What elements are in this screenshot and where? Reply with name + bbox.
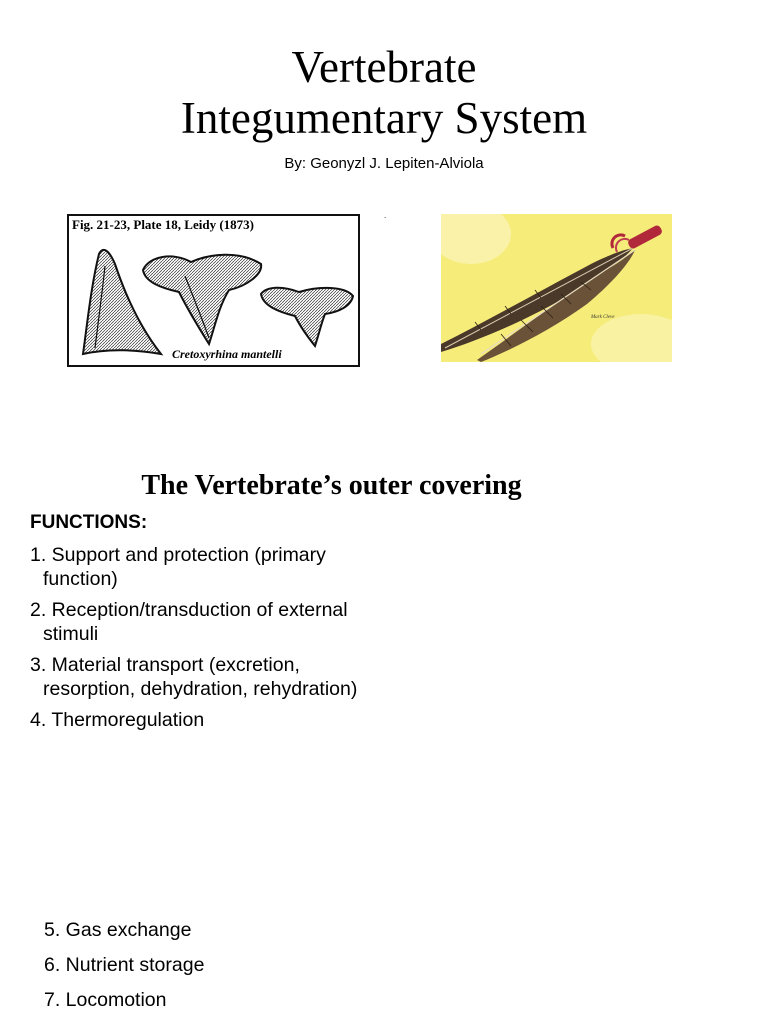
feather-figure — [441, 214, 672, 362]
shark-teeth-illustration — [69, 216, 358, 365]
list-item: 1. Support and protection (primary function) — [30, 544, 326, 590]
more-functions-list — [44, 918, 204, 1023]
page-title-line-2: Integumentary System — [180, 93, 588, 143]
feather-illustration — [441, 214, 672, 362]
stray-mark: . — [384, 211, 387, 220]
shark-tooth-3 — [261, 288, 353, 346]
list-item: 4. Thermoregulation — [30, 709, 205, 731]
list-item: 3. Material transport (excretion, resorption, dehydration, rehydration) — [30, 654, 358, 700]
page-title-line-1: Vertebrate — [291, 42, 477, 92]
list-item: 6. Nutrient storage — [44, 954, 205, 976]
list-item: 5. Gas exchange — [44, 919, 192, 941]
list-item: 7. Locomotion — [44, 989, 167, 1011]
artist-signature: Mark Cleve — [591, 315, 615, 320]
species-label: Cretoxyrhina mantelli — [172, 347, 282, 361]
functions-label: FUNCTIONS: — [30, 512, 148, 533]
shark-tooth-2 — [143, 255, 261, 344]
shark-teeth-figure — [67, 214, 360, 367]
list-item: 2. Reception/transduction of external stimuli — [30, 599, 348, 645]
author-byline: By: Geonyzl J. Lepiten-Alviola — [284, 155, 484, 172]
functions-list — [30, 543, 470, 739]
section-heading: The Vertebrate’s outer covering — [141, 470, 522, 501]
figure-caption: Fig. 21-23, Plate 18, Leidy (1873) — [72, 217, 254, 232]
